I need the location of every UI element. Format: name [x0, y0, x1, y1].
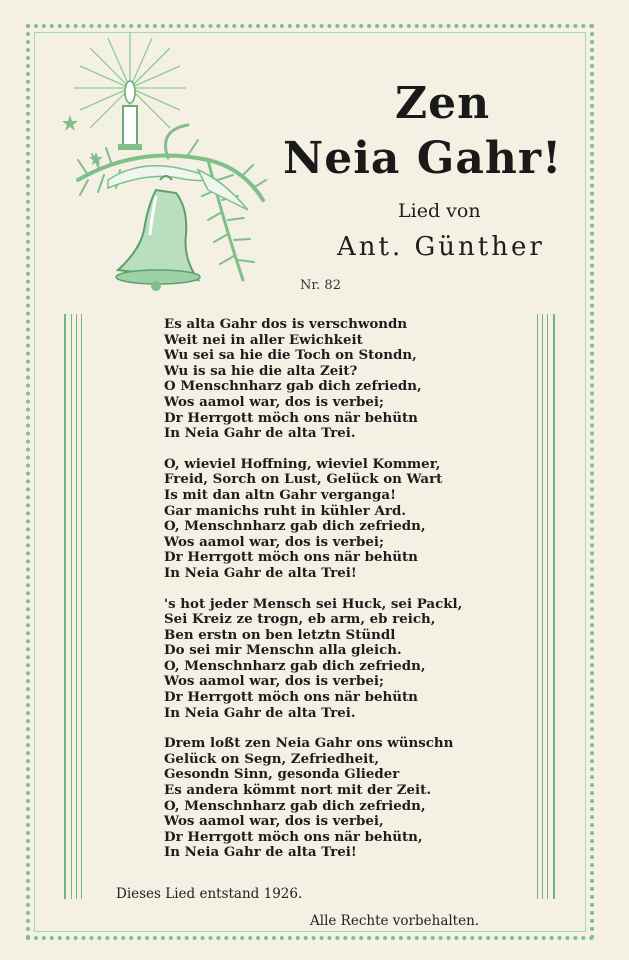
verse-line: Wos aamol war, dos is verbei; [164, 673, 384, 690]
origin-note: Dieses Lied entstand 1926. [116, 886, 303, 902]
verse-line: In Neia Gahr de alta Trei. [164, 425, 356, 442]
verse-line: Dr Herrgott möch ons när behütn [164, 689, 418, 706]
verse-line: O, wieviel Hoffning, wieviel Kommer, [164, 455, 441, 472]
verse-line: Gelück on Segn, Zefriedheit, [164, 750, 380, 767]
verse-line: Wu is sa hie die alta Zeit? [164, 362, 358, 379]
verse-line: Wos aamol war, dos is verbei, [164, 813, 384, 830]
verse-line: 's hot jeder Mensch sei Huck, sei Packl, [164, 595, 463, 612]
verse-line: Dr Herrgott möch ons när behütn [164, 549, 418, 566]
verse-line: O, Menschnharz gab dich zefriedn, [164, 657, 426, 674]
verse-line: Es andera kömmt nort mit der Zeit. [164, 782, 431, 799]
verse-line: Weit nei in aller Ewichkeit [164, 331, 363, 348]
left-rule-4 [81, 314, 82, 899]
subtitle: Lied von [398, 200, 481, 222]
verse-line: In Neia Gahr de alta Trei! [164, 844, 357, 861]
christmas-illustration [48, 30, 278, 295]
verse-line: Dr Herrgott möch ons när behütn, [164, 828, 423, 845]
verse-line: In Neia Gahr de alta Trei. [164, 704, 356, 721]
verse-line: Wos aamol war, dos is verbei; [164, 533, 384, 550]
verse-line: Ben erstn on ben letztn Stündl [164, 626, 396, 643]
verse-line: Gesondn Sinn, gesonda Glieder [164, 766, 400, 783]
verse-line: In Neia Gahr de alta Trei! [164, 564, 357, 581]
verse-line: O Menschnharz gab dich zefriedn, [164, 378, 422, 395]
right-rule-4 [553, 314, 555, 899]
stanza-1 [164, 317, 524, 442]
verse-line: O, Menschnharz gab dich zefriedn, [164, 797, 426, 814]
verse-line: Wos aamol war, dos is verbei; [164, 393, 384, 410]
left-rule-2 [71, 314, 72, 899]
left-rule-1 [64, 314, 66, 899]
verse-line: O, Menschnharz gab dich zefriedn, [164, 518, 426, 535]
stanza-4 [164, 736, 524, 861]
title-line-1: Zen [395, 78, 491, 129]
verse-line: Is mit dan altn Gahr verganga! [164, 486, 396, 503]
left-rule-3 [76, 314, 77, 899]
bell-icon [116, 176, 200, 291]
right-rule-1 [537, 314, 538, 899]
right-rule-2 [542, 314, 543, 899]
verse-line: Es alta Gahr dos is verschwondn [164, 316, 408, 332]
rights-note: Alle Rechte vorbehalten. [310, 913, 480, 929]
verse-line: Sei Kreiz ze trogn, eb arm, eb reich, [164, 611, 436, 628]
verse-line: Wu sei sa hie die Toch on Stondn, [164, 347, 417, 364]
verse-line: Gar manichs ruht in kühler Ard. [164, 502, 406, 519]
stanza-2 [164, 457, 524, 582]
song-lyrics [164, 317, 524, 876]
verse-line: Do sei mir Menschn alla gleich. [164, 642, 402, 659]
verse-line: Dr Herrgott möch ons när behütn [164, 409, 418, 426]
stanza-3 [164, 597, 524, 722]
song-number: Nr. 82 [300, 278, 341, 293]
verse-line: Freid, Sorch on Lust, Gelück on Wart [164, 471, 443, 488]
star-icon [62, 115, 103, 165]
right-rule-3 [547, 314, 548, 899]
title-line-2: Neia Gahr! [283, 133, 563, 184]
author-name: Ant. Günther [337, 232, 545, 262]
verse-line: Drem loßt zen Neia Gahr ons wünschn [164, 735, 454, 752]
